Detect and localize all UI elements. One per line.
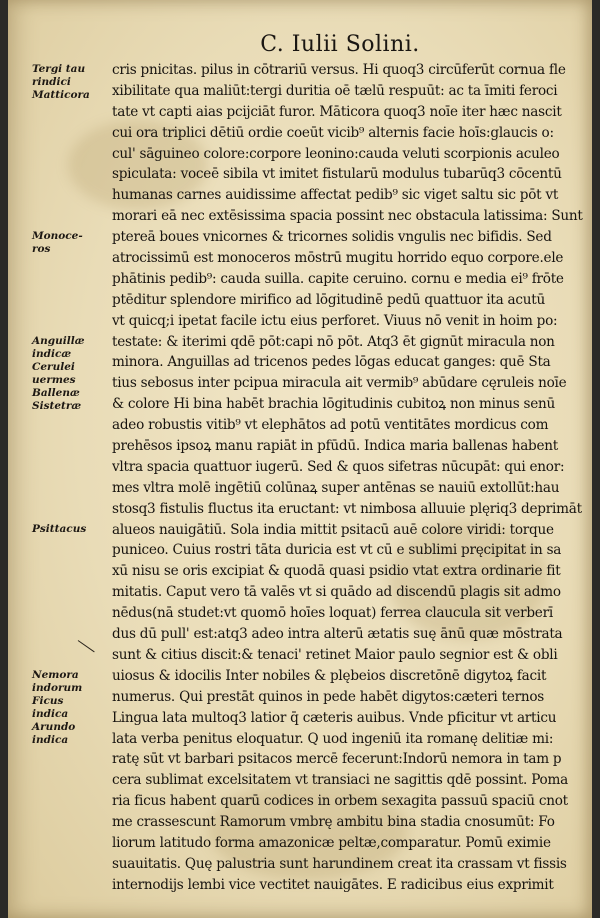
text-line: testate: & iterimi qdē pōt:capi nō pōt. Atq3 ēt gignūt miracula non (112, 333, 555, 350)
text-line: spiculata: voceē sibila vt imitet fistularū modulus tubarūq3 cōcentū (112, 166, 562, 183)
marginal-note-anguillae: Anguillæ indicæ Cerulei uermes Ballenæ Sistetræ (32, 334, 85, 412)
text-line: minora. Anguillas ad tricenos pedes lōgas educat ganges: quē Sta (112, 354, 551, 371)
text-line: puniceo. Cuius rostri tāta duricia est vt cū e sublimi pręcipitat in sa (112, 542, 562, 559)
text-line: humanas carnes auidissime affectat pedib⁹ sic viget saltu sic pōt vt (112, 187, 559, 204)
text-line: prehēsos ipsoꝝ manu rapiāt in pfūdū. Indica maria ballenas habent (112, 438, 559, 455)
text-line: cris pnicitas. pilus in cōtrariū versus. Hi quoq3 circūferūt cornua fle (112, 62, 566, 78)
running-header: C. Iulii Solini. (260, 32, 420, 57)
text-line: vltra spacia quattuor iugerū. Sed & quos sifetras nūcupāt: qui enor: (112, 458, 565, 475)
marginal-note-psittacus: Psittacus (32, 522, 87, 535)
text-line: Lingua lata multoq3 latior q̄ cæteris auibus. Vnde pficitur vt articu (112, 709, 557, 726)
text-line: sunt & citius discit:& tenaci' retinet Maior paulo segnior est & obli (112, 646, 558, 663)
text-line: ratę sūt vt barbari psitacos mercē fecerunt:Indorū nemora in tam p (112, 751, 562, 768)
text-line: ptēditur splendore mirifico ad lōgitudinē pedū quattuor ita acutū (112, 291, 545, 308)
text-line: cul' sāguineo colore:corpore leonino:cauda veluti scorpionis aculeo (112, 145, 560, 162)
text-line: ptereā boues vnicornes & tricornes solidis vngulis nec bifidis. Sed (112, 229, 552, 246)
text-line: xibilitate qua maliūt:tergi duritia oē tælū respuūt: ac ta īmiti feroci (112, 82, 558, 99)
text-line: vt quicq;i ipetat facile ictu eius perforet. Viuus nō venit in hoim po: (112, 312, 558, 329)
text-line: phātinis pedib⁹: cauda suilla. capite ceruino. cornu e media ei⁹ frōte (112, 270, 564, 287)
text-line: mitatis. Caput vero tā valēs vt si quādo ad discendū plagis sit admo (112, 584, 561, 601)
text-line: nēdus(nā studet:vt quomō hoīes loquat) ferrea claucula sit verberī (112, 605, 553, 622)
text-line: tate vt capti aias pcijciāt furor. Māticora quoq3 noīe iter hæc nascit (112, 103, 562, 120)
text-line: uiosus & idocilis Inter nobiles & plębeios discretōnē digytoꝝ facit (112, 667, 547, 684)
text-line: ria ficus habent quarū codices in orbem sexagita passuū spaciū cnot (112, 793, 568, 810)
main-text-column (112, 60, 584, 896)
marginal-notes (32, 0, 112, 918)
text-line: numerus. Qui prestāt quinos in pede habēt digytos:cæteri ternos (112, 688, 544, 705)
text-line: morari eā nec extēsissima spacia possint nec obstacula latissima: Sunt (112, 208, 583, 225)
text-line: me crassescunt Ramorum vmbrę ambitu bina stadia cnosumūt: Fo (112, 814, 555, 831)
book-page (8, 0, 592, 918)
text-line: atrocissimū est monoceros mōstrū mugitu horrido equo corpore.ele (112, 250, 564, 267)
text-line: stosq3 fistulis fluctus ita eructant: vt nimbosa alluuie plęriq3 deprimāt (112, 500, 582, 517)
text-line: internodijs lembi vice vectitet nauigātes. E radicibus eius exprimit (112, 876, 554, 893)
text-line: & colore Hi bina habēt brachia lōgitudinis cubitoꝝ non minus senū (112, 396, 556, 413)
marginal-note-nemora: Nemora indorum Ficus indica Arundo indica (32, 669, 83, 747)
marginal-tick-mark (78, 640, 95, 652)
text-line: alueos nauigātiū. Sola india mittit psitacū auē colore viridi: torque (112, 521, 554, 538)
text-line: xū nisu se oris excipiat & quodā quasi psidio vtat extra ordinarie fit (112, 563, 561, 580)
text-line: mes vltra molē ingētiū colūnaꝝ super antēnas se nauiū extollūt:hau (112, 479, 560, 496)
text-line: suauitatis. Quę palustria sunt harundinem creat ita crassam vt fissis (112, 855, 567, 872)
text-line: tius sebosus inter pcipua miracula ait vermib⁹ abūdare cęruleis noīe (112, 375, 567, 392)
marginal-note-monoceros: Monoce- ros (32, 230, 83, 256)
text-line: lata verba penitus eloquatur. Q uod ingeniū ita romanę delitiæ mi: (112, 730, 554, 747)
marginal-note-tergi-taurindici: Tergi tau rindici Matticora (32, 63, 90, 101)
text-line: cui ora triplici dētiū ordie coeūt vicib⁹ alternis facie hoīs:glaucis o: (112, 124, 554, 141)
text-line: liorum latitudo forma amazonicæ peltæ,comparatur. Pomū eximie (112, 834, 551, 851)
text-line: dus dū pull' est:atq3 adeo intra alterū ætatis suę ānū quæ mōstrata (112, 626, 563, 643)
text-line: adeo robustis vitib⁹ vt elephātos ad potū ventitātes mordicus com (112, 417, 549, 434)
text-line: cera sublimat excelsitatem vt transiaci ne sagittis qdē possint. Poma (112, 772, 568, 789)
